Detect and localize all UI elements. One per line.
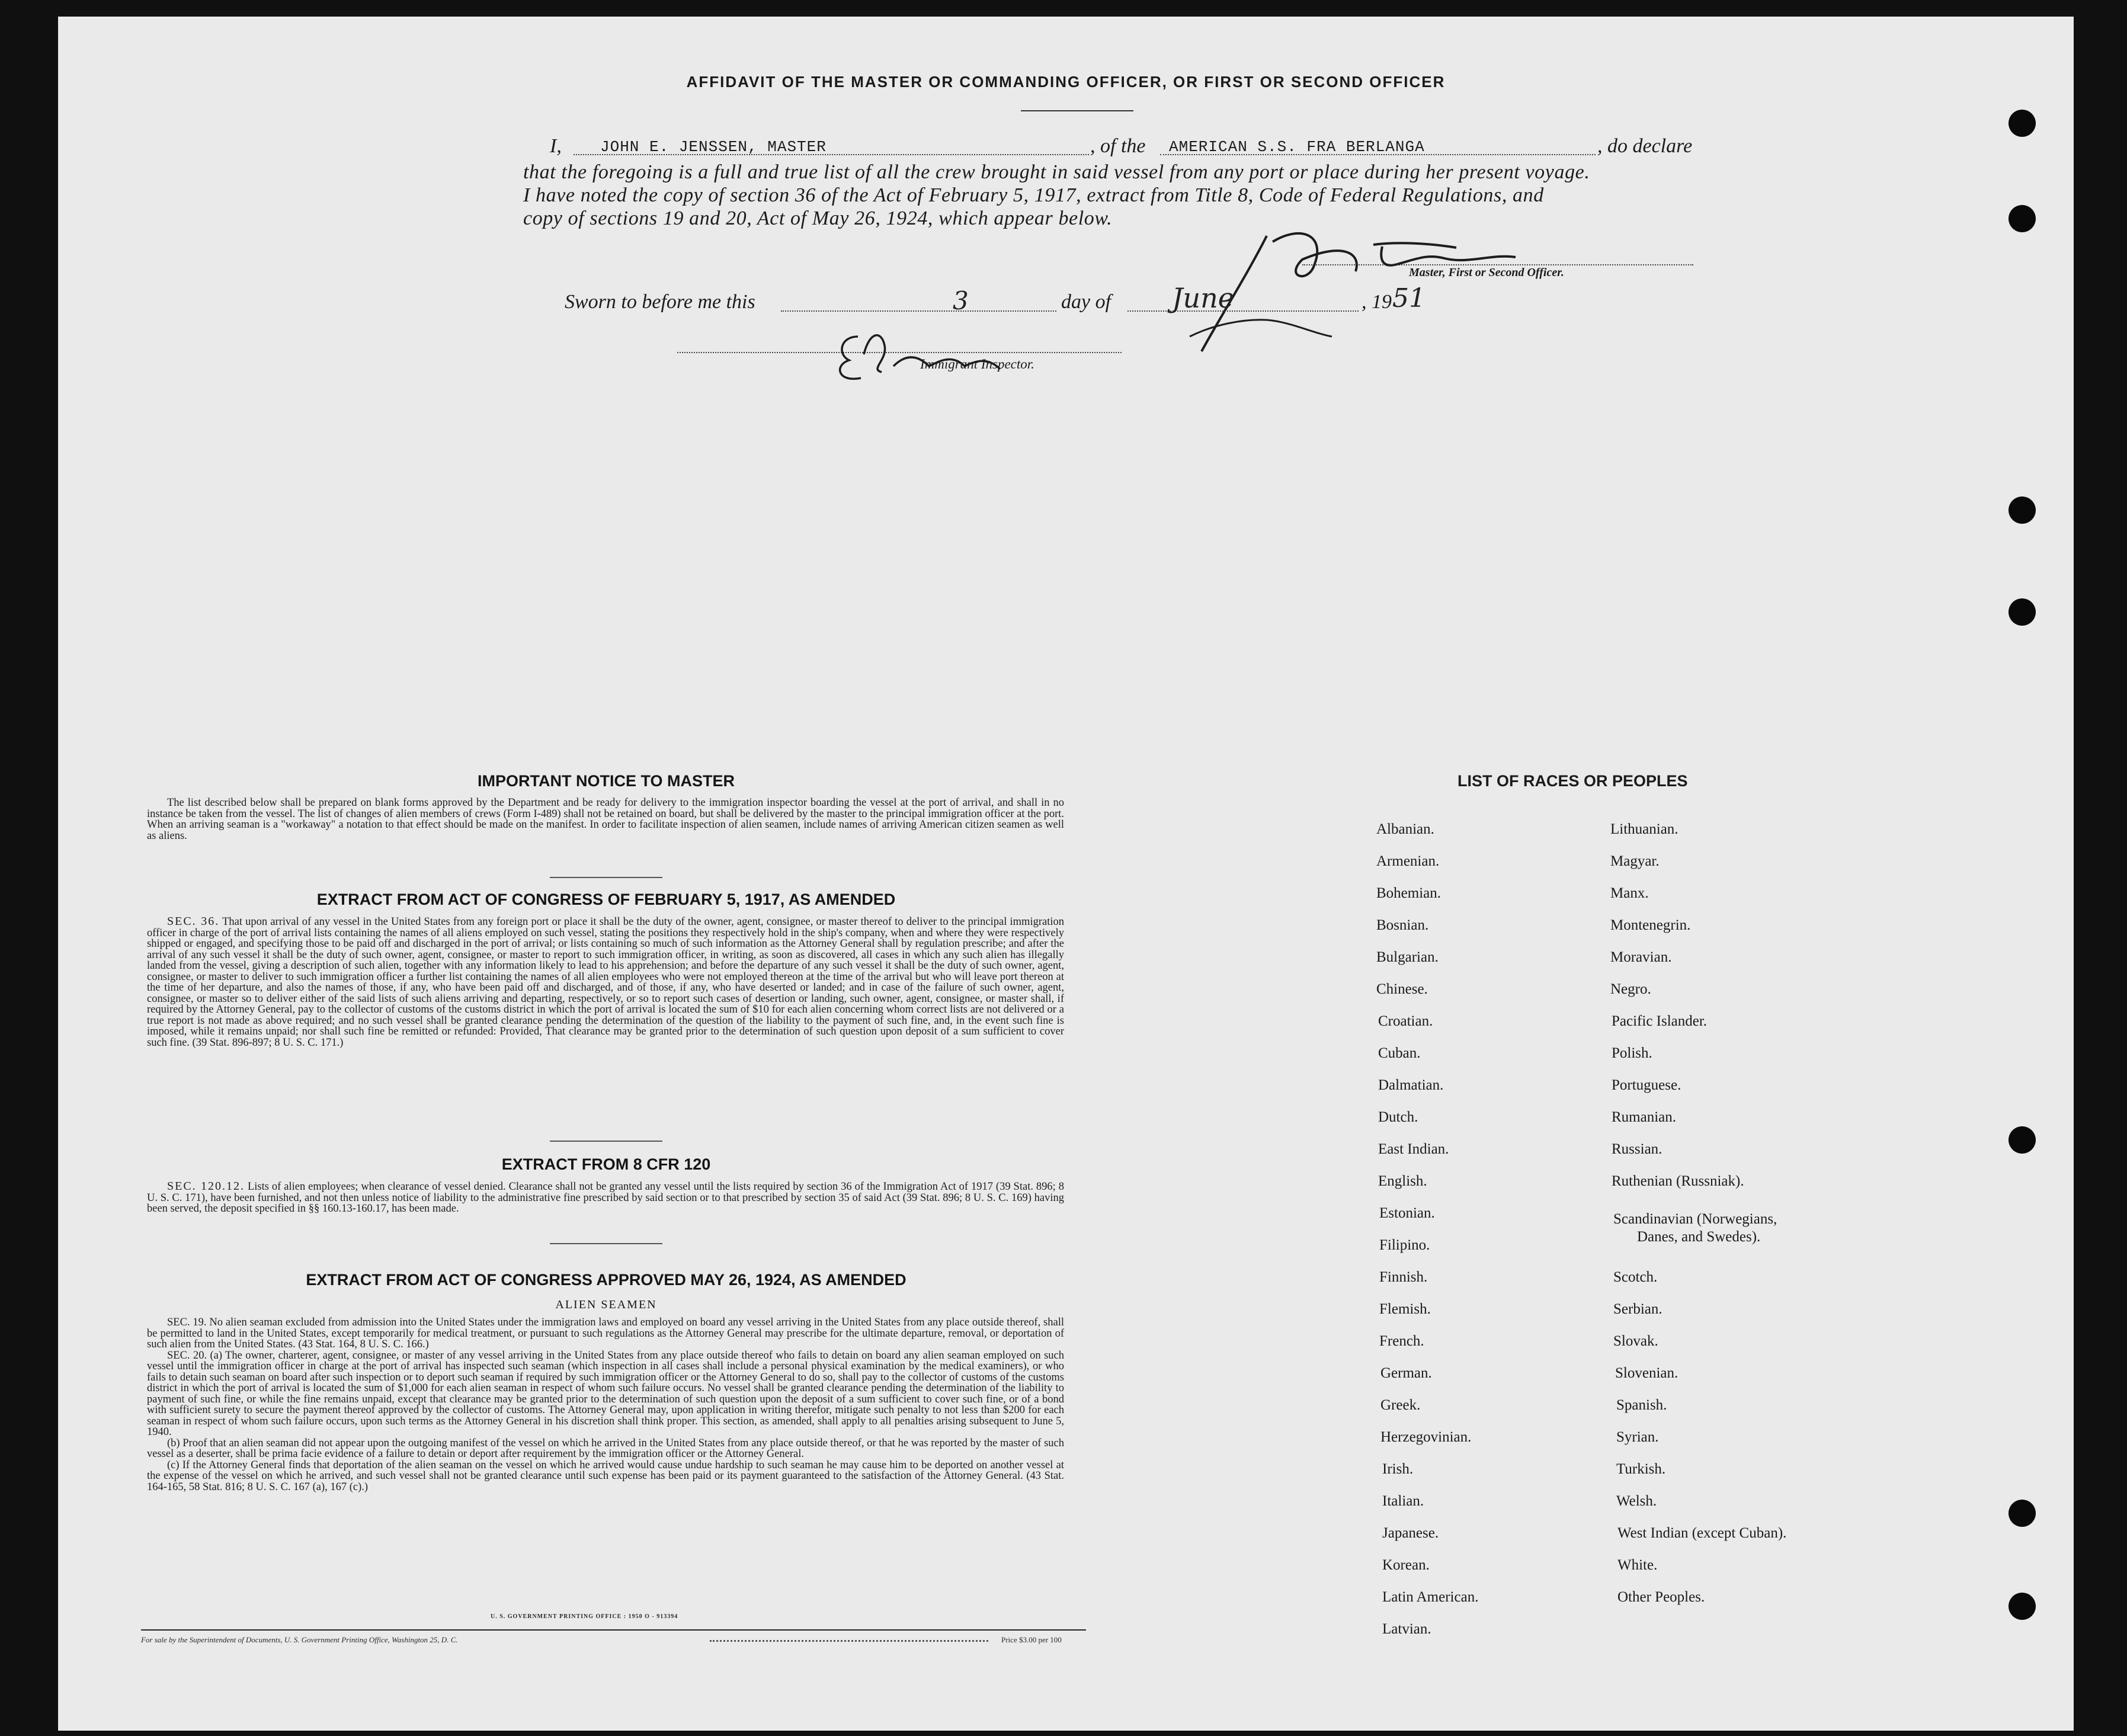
race-item: Moravian. xyxy=(1610,949,1672,965)
race-item: Flemish. xyxy=(1379,1301,1431,1317)
race-item: Slovenian. xyxy=(1615,1365,1678,1381)
inspector-signature xyxy=(828,313,1053,396)
race-item: English. xyxy=(1378,1173,1427,1189)
punch-hole xyxy=(2009,598,2036,626)
race-item: Chinese. xyxy=(1376,981,1428,997)
sec-19-paragraph: SEC. 19. No alien seaman excluded from admission into the United States under the immigration laws and employed on board any vessel arriving in the United States from any place outside thereof, shall be permitted to land in the United States, except temporarily for medical treatment, or pursuant to such regulations as the Attorney General may prescribe for the ultimate departure, removal, or deportation of such alien from the United States. (43 Stat. 164, 8 U. S. C. 166.) xyxy=(147,1317,1064,1350)
race-item: French. xyxy=(1379,1333,1424,1349)
race-item: Croatian. xyxy=(1378,1013,1433,1029)
sec-20b-paragraph: (b) Proof that an alien seaman did not appear upon the outgoing manifest of the vessel on which he arrived in the United States from any place outside thereof, or that he was reported by the master of such vessel as a deserter, shall be prima facie evidence of a failure to detain or deport after requirement by the immigration officer or the Attorney General. xyxy=(147,1437,1064,1460)
race-item: Italian. xyxy=(1382,1493,1424,1509)
master-name-field: JOHN E. JENSSEN, MASTER xyxy=(600,138,827,156)
race-item: Greek. xyxy=(1380,1397,1421,1413)
alien-seamen-subtitle: ALIEN SEAMEN xyxy=(555,1298,657,1311)
race-item: Pacific Islander. xyxy=(1612,1013,1708,1029)
extract-cfr-text xyxy=(147,1181,1064,1226)
section-rule xyxy=(550,1243,662,1244)
race-item: East Indian. xyxy=(1378,1141,1449,1157)
affidavit-title: AFFIDAVIT OF THE MASTER OR COMMANDING OFFICER, OR FIRST OR SECOND OFFICER xyxy=(686,73,1446,91)
race-item: Slovak. xyxy=(1613,1333,1658,1349)
day-of-label: day of xyxy=(1061,291,1111,313)
punch-hole xyxy=(2009,1126,2036,1154)
race-item: Spanish. xyxy=(1616,1397,1667,1413)
race-item: Serbian. xyxy=(1613,1301,1662,1317)
race-item: Turkish. xyxy=(1616,1461,1666,1477)
race-item: Bosnian. xyxy=(1376,917,1429,933)
race-item: Magyar. xyxy=(1610,853,1660,869)
sec-20a-paragraph: SEC. 20. (a) The owner, charterer, agent, consignee, or master of any vessel arriving in the United States from any place outside thereof who fails to detain on board any alien seaman employed on such vessel until the immigration officer in charge at the port of arrival has inspected such seaman (which inspection in all cases shall include a personal physical examination by the medical examiners), or who fails to detain such seaman on board after such inspection or to deport such seaman if required by such immigration officer or the Attorney General to do so, shall pay to the collector of customs of the customs district in which the port of arrival is located the sum of $1,000 for each alien seaman in respect of whom such failure occurs. No vessel shall be granted clearance pending the determination of the liability to payment of such fine, or while the fine remains unpaid, except that clearance may be granted prior to the determination of such question upon the deposit of a sum sufficient to cover such fine, or of a bond with sufficient surety to secure the payment thereof approved by the collector of customs. The Attorney General may, upon application in writing therefor, mitigate such penalty to not less than $200 for each seaman in respect of whom such failure occurs, upon such terms as the Attorney General in his discretion shall think proper. This section, as amended, shall apply to all penalties arising subsequent to June 5, 1940. xyxy=(147,1349,1064,1438)
sec-36-label: SEC. 36. xyxy=(167,916,220,928)
race-item: Armenian. xyxy=(1376,853,1440,869)
year-value: 51 xyxy=(1392,283,1426,313)
race-item: Manx. xyxy=(1610,885,1649,901)
punch-hole xyxy=(2009,497,2036,524)
extract-1917-title: EXTRACT FROM ACT OF CONGRESS OF FEBRUARY 5, 1917, AS AMENDED xyxy=(316,891,896,908)
sale-dot-leader xyxy=(710,1640,988,1642)
affidavit-body-line: that the foregoing is a full and true list of all the crew brought in said vessel from any port or place during her present voyage. xyxy=(523,161,1590,183)
race-item: Japanese. xyxy=(1382,1525,1439,1541)
sec-36-body: That upon arrival of any vessel in the United States from any foreign port or place it shall be the duty of the owner, agent, consignee, or master thereof to deliver to the principal immigration officer in charge of the port of arrival lists containing the names of all aliens employed on such vessel, stating the positions they respectively hold in the ship's company, when and where they were respectively shipped or engaged, and specifying those to be paid off and discharged in the port of arrival; or lists containing so much of such information as the Attorney General shall by regulation prescribe; and after the arrival of any such vessel it shall be the duty of such owner, agent, consignee, or master to report to such immigration officer, in writing, as soon as discovered, all cases in which any such alien has illegally landed from the vessel, giving a description of such alien, together with any information likely to lead to his apprehension; and before the departure of any such vessel it shall be the duty of such owner, agent, consignee, or master to deliver to such immigration officer a further list containing the names of all alien employees who were not employed thereon at the time of the arrival but who will leave port thereon at the time of her departure, and also the names of those, if any, who have been paid off and discharged, and of those, if any, who have deserted or landed; and in case of the failure of such owner, agent, consignee, or master so to deliver either of the said lists of such aliens arriving and departing, respectively, or so to report such cases of desertion or landing, such owner, agent, consignee, or master shall, if required by the Attorney General, pay to the collector of customs of the customs district in which the port of arrival is located the sum of $10 for each alien concerning whom correct lists are not delivered or a true report is not made as above required; and no such vessel shall be granted clearance pending the determination of the question of the liability to the payment of such fine, and, in the event such fine is imposed, while it remains unpaid; nor shall such fine be remitted or refunded: Provided, That clearance may be granted prior to the determination of such question upon deposit of a sum sufficient to cover such fine. (39 Stat. 896-897; 8 U. S. C. 171.) xyxy=(147,916,1064,1049)
sworn-day-value: 3 xyxy=(953,286,969,315)
extract-cfr-title: EXTRACT FROM 8 CFR 120 xyxy=(501,1155,711,1173)
inspector-caption: Immigrant Inspector. xyxy=(920,357,1034,371)
extract-1917-paragraph xyxy=(147,916,1064,1048)
race-item: Albanian. xyxy=(1376,821,1434,837)
race-item: West Indian (except Cuban). xyxy=(1617,1525,1787,1541)
race-item: Estonian. xyxy=(1379,1205,1435,1221)
race-item: Filipino. xyxy=(1379,1237,1430,1253)
race-item: Cuban. xyxy=(1378,1045,1421,1061)
year-label: , 19 xyxy=(1362,291,1392,313)
race-item: Danes, and Swedes). xyxy=(1637,1229,1761,1245)
section-rule xyxy=(550,1141,662,1142)
gpo-imprint: U. S. GOVERNMENT PRINTING OFFICE : 1950 O - 913394 xyxy=(491,1613,678,1620)
sworn-day-line xyxy=(781,310,1056,312)
race-item: Russian. xyxy=(1612,1141,1662,1157)
extract-cfr-paragraph xyxy=(147,1181,1064,1215)
affidavit-body-line: I have noted the copy of section 36 of the Act of February 5, 1917, extract from Title 8, Code of Federal Regulations, and xyxy=(523,184,1544,206)
sec-120-body: Lists of alien employees; when clearance of vessel denied. Clearance shall not be granted any vessel until the lists required by section 36 of the Immigration Act of 1917 (39 Stat. 896; 8 U. S. C. 171), have been furnished, and not then unless notice of liability to the administrative fine prescribed by said section or to that prescribed by section 35 of said Act (39 Stat. 896; 8 U. S. C. 169) having been served, the deposit specified in §§ 160.13-160.17, has been made. xyxy=(147,1181,1064,1215)
notice-title: IMPORTANT NOTICE TO MASTER xyxy=(478,772,735,790)
sec-120-label: SEC. 120.12. xyxy=(167,1181,245,1193)
race-item: Bohemian. xyxy=(1376,885,1442,901)
notice-paragraph: The list described below shall be prepared on blank forms approved by the Department and be ready for delivery to the immigration inspector boarding the vessel at the port of arrival, and shall in no instance be taken from the vessel. The list of changes of alien members of crews (Form I-489) shall not be retained on board, but shall be delivered by the master to the principal immigration officer at the port. When an arriving seaman is a "workaway" a notation to that effect should be made on the manifest. In order to facilitate inspection of alien seamen, include names of arriving American citizen seamen as well as aliens. xyxy=(147,797,1064,842)
race-item: Syrian. xyxy=(1616,1429,1659,1445)
affidavit-body-line: copy of sections 19 and 20, Act of May 26, 1924, which appear below. xyxy=(523,207,1113,229)
race-item: Ruthenian (Russniak). xyxy=(1612,1173,1744,1189)
race-item: Finnish. xyxy=(1379,1269,1428,1285)
sec-20c-paragraph: (c) If the Attorney General finds that deportation of the alien seaman on the vessel on which he arrived would cause undue hardship to such seaman he may cause him to be deported on another vessel at the expense of the vessel on which he arrived, and such vessel shall not be granted clearance until such expense has been paid or its payment guaranteed to the satisfaction of the Attorney General. (43 Stat. 164-165, 58 Stat. 816; 8 U. S. C. 167 (a), 167 (c).) xyxy=(147,1459,1064,1493)
races-title: LIST OF RACES OR PEOPLES xyxy=(1457,772,1688,790)
of-the-label: , of the xyxy=(1090,135,1146,157)
race-item: German. xyxy=(1380,1365,1432,1381)
punch-hole xyxy=(2009,1593,2036,1620)
section-rule xyxy=(550,877,662,878)
race-item: Irish. xyxy=(1382,1461,1414,1477)
affidavit-i-label: I, xyxy=(550,135,562,157)
race-item: Scotch. xyxy=(1613,1269,1658,1285)
document-page xyxy=(58,17,2074,1731)
do-declare-label: , do declare xyxy=(1597,135,1693,157)
vessel-name-field: AMERICAN S.S. FRA BERLANGA xyxy=(1169,138,1425,156)
sworn-month-line xyxy=(1127,310,1359,312)
race-item: White. xyxy=(1617,1557,1658,1573)
race-item: Korean. xyxy=(1382,1557,1430,1573)
race-item: Montenegrin. xyxy=(1610,917,1691,933)
race-item: Other Peoples. xyxy=(1617,1589,1705,1605)
punch-hole xyxy=(2009,1500,2036,1527)
punch-hole xyxy=(2009,110,2036,137)
race-item: Portuguese. xyxy=(1612,1077,1681,1093)
punch-hole xyxy=(2009,205,2036,232)
price-notice: Price $3.00 per 100 xyxy=(1001,1635,1062,1644)
master-caption: Master, First or Second Officer. xyxy=(1409,266,1564,279)
sworn-label: Sworn to before me this xyxy=(565,291,755,313)
extract-1924-title: EXTRACT FROM ACT OF CONGRESS APPROVED MAY 26, 1924, AS AMENDED xyxy=(306,1271,906,1289)
race-item: Negro. xyxy=(1610,981,1651,997)
race-item: Lithuanian. xyxy=(1610,821,1678,837)
race-item: Polish. xyxy=(1612,1045,1652,1061)
sworn-month-value: June xyxy=(1172,282,1234,314)
extract-1917-text xyxy=(147,916,1064,1132)
extract-1924-text xyxy=(147,1317,1064,1602)
race-item: Herzegovinian. xyxy=(1380,1429,1472,1445)
sale-notice: For sale by the Superintendent of Documents, U. S. Government Printing Office, Washington 25, D. C. xyxy=(141,1635,458,1644)
race-item: Latin American. xyxy=(1382,1589,1479,1605)
race-item: Bulgarian. xyxy=(1376,949,1439,965)
race-item: Dalmatian. xyxy=(1378,1077,1444,1093)
race-item: Scandinavian (Norwegians, xyxy=(1613,1211,1777,1227)
race-item: Latvian. xyxy=(1382,1621,1431,1637)
race-item: Welsh. xyxy=(1616,1493,1657,1509)
title-rule xyxy=(1021,110,1133,111)
race-item: Dutch. xyxy=(1378,1109,1418,1125)
notice-text xyxy=(147,797,1064,875)
footer-rule xyxy=(141,1629,1086,1631)
race-item: Rumanian. xyxy=(1612,1109,1677,1125)
